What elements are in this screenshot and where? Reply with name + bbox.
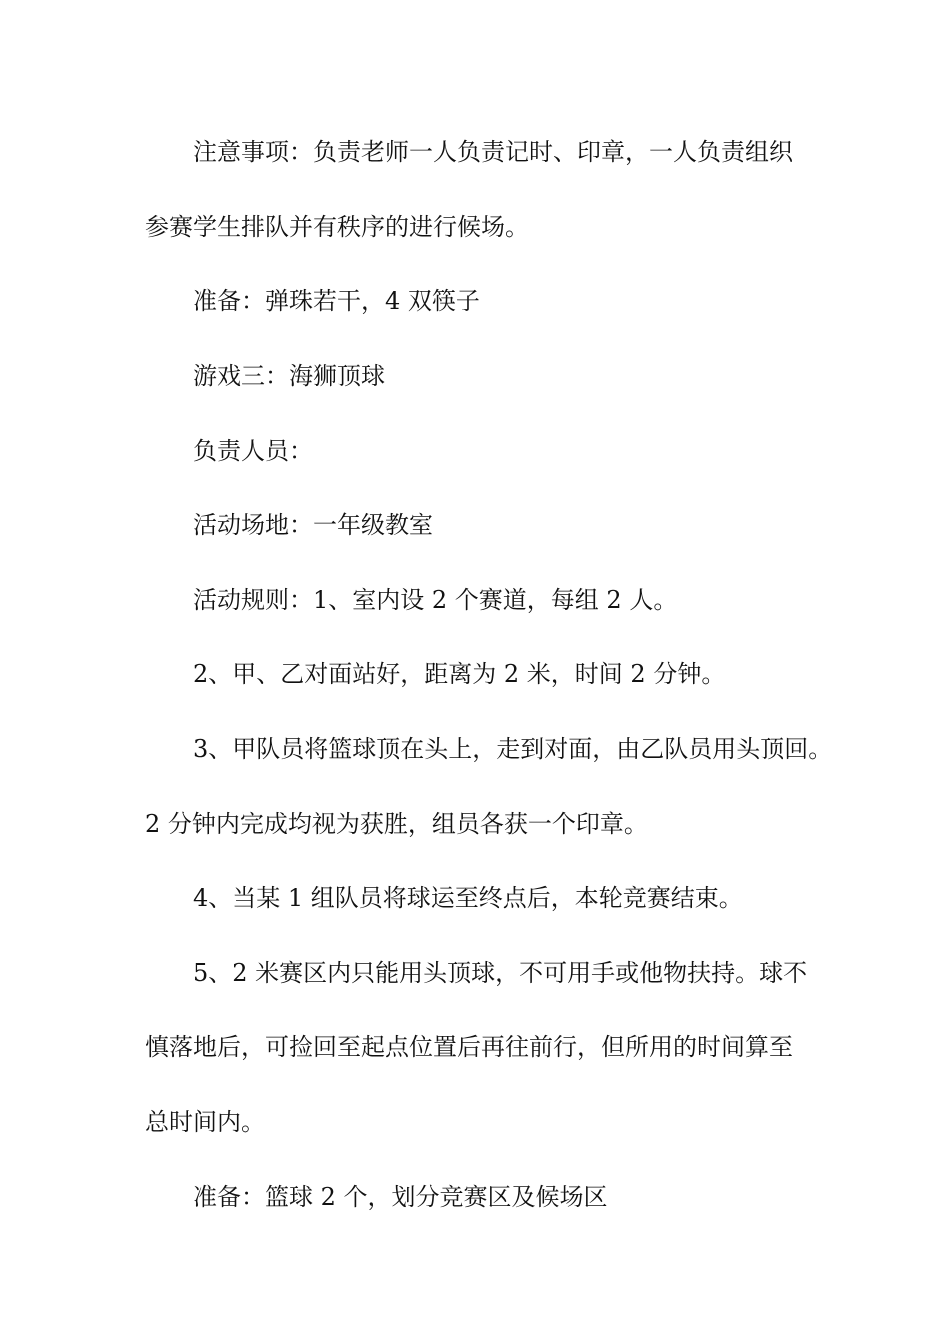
paragraph-preparation-1: 准备：弹珠若干，4 双筷子 [193,287,480,315]
venue-line: 活动场地：一年级教室 [193,511,433,539]
rules-line-5-continued-2: 总时间内。 [145,1108,265,1136]
rules-line-4: 4、当某 1 组队员将球运至终点后，本轮竞赛结束。 [193,884,743,912]
game-three-heading: 游戏三：海狮顶球 [193,362,385,390]
paragraph-notes-line-1: 注意事项：负责老师一人负责记时、印章，一人负责组织 [193,138,793,166]
rules-line-1: 活动规则：1、室内设 2 个赛道，每组 2 人。 [193,586,678,614]
responsible-staff-line: 负责人员： [193,437,313,465]
rules-line-5-continued-1: 慎落地后，可捡回至起点位置后再往前行，但所用的时间算至 [145,1033,793,1061]
paragraph-notes-line-2: 参赛学生排队并有秩序的进行候场。 [145,213,529,241]
paragraph-preparation-2: 准备：篮球 2 个，划分竞赛区及候场区 [193,1183,608,1211]
rules-line-5: 5、2 米赛区内只能用头顶球，不可用手或他物扶持。球不 [193,959,808,987]
rules-line-2: 2、甲、乙对面站好，距离为 2 米，时间 2 分钟。 [193,660,726,688]
rules-line-3-continued: 2 分钟内完成均视为获胜，组员各获一个印章。 [145,810,648,838]
rules-line-3: 3、甲队员将篮球顶在头上，走到对面，由乙队员用头顶回。 [193,735,833,763]
